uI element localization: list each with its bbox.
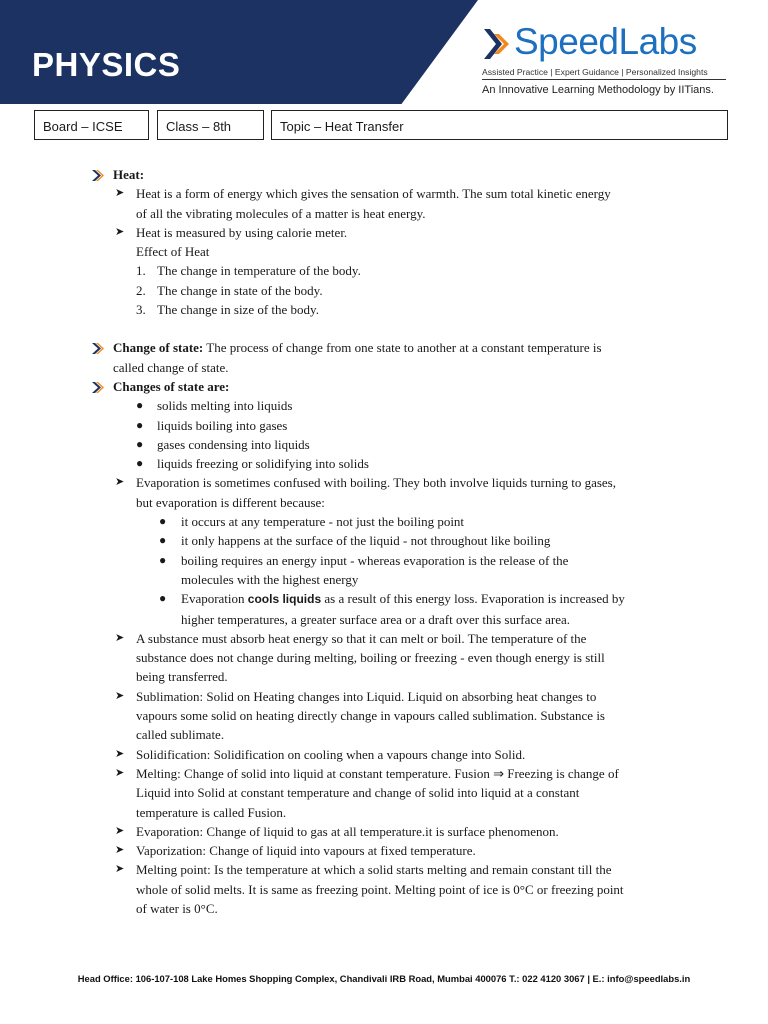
numbered-item: 3. The change in size of the body. — [136, 302, 319, 318]
list-item: ➤ Heat is a form of energy which gives the sensation of warmth. The sum total kinetic energy — [0, 184, 768, 203]
dot-bullet-icon: ● — [159, 533, 167, 548]
list-item: ➤ Sublimation: Solid on Heating changes into Liquid. Liquid on absorbing heat changes to — [0, 687, 768, 706]
bullet-item: ● it only happens at the surface of the liquid - not throughout like boiling — [0, 531, 768, 550]
bullet-item: ● liquids boiling into gases — [0, 416, 768, 435]
arrowhead-bullet-icon: ➤ — [115, 631, 125, 644]
list-item-cont: whole of solid melts. It is same as freezing point. Melting point of ice is 0°C or freezing point — [136, 881, 624, 897]
brand-name — [514, 20, 697, 64]
arrowhead-bullet-icon: ➤ — [115, 747, 125, 760]
list-item-cont: called sublimate. — [136, 727, 225, 743]
bullet-item-cont: higher temperatures, a greater surface area or a draft over this surface area. — [181, 611, 571, 627]
bullet-item-cont: molecules with the highest energy — [181, 571, 359, 587]
list-item: ➤ A substance must absorb heat energy so that it can melt or boil. The temperature of the — [0, 629, 768, 648]
brand-part-1: Speed — [514, 21, 619, 62]
numbered-item: 2. The change in state of the body. — [136, 282, 323, 298]
class-box — [157, 110, 264, 140]
bullet-item: ● gases condensing into liquids — [0, 435, 768, 454]
subject-title: PHYSICS — [32, 46, 181, 83]
list-item-cont: but evaporation is different because: — [136, 494, 325, 510]
class-label: Class – 8th — [166, 119, 232, 134]
bullet-item: ● solids melting into liquids — [0, 396, 768, 415]
arrowhead-bullet-icon: ➤ — [115, 476, 125, 489]
change-of-state-cont: called change of state. — [113, 359, 229, 375]
list-item-cont: vapours some solid on heating directly change in vapours called sublimation. Substance is — [136, 708, 605, 724]
dot-bullet-icon: ● — [159, 591, 167, 606]
arrowhead-bullet-icon: ➤ — [115, 225, 125, 238]
dot-bullet-icon: ● — [136, 398, 144, 413]
arrowhead-bullet-icon: ➤ — [115, 187, 125, 200]
brand-part-2: Labs — [618, 21, 697, 62]
orange-arrow-bullet-icon — [92, 343, 104, 354]
list-item-cont: Liquid into Solid at constant temperature and change of solid into liquid at a constant — [136, 785, 580, 801]
dot-bullet-icon: ● — [136, 456, 144, 471]
bullet-item: ● Evaporation cools liquids as a result of this energy loss. Evaporation is increased by — [0, 589, 768, 609]
bullet-item: ● liquids freezing or solidifying into solids — [0, 454, 768, 473]
dot-bullet-icon: ● — [136, 436, 144, 451]
brand-motto: An Innovative Learning Methodology by IITians. — [482, 84, 714, 96]
list-item: ➤ Heat is measured by using calorie meter. — [0, 223, 768, 242]
arrowhead-bullet-icon: ➤ — [115, 824, 125, 837]
topic-label: Topic – Heat Transfer — [280, 119, 404, 134]
numbered-item: 1. The change in temperature of the body. — [136, 263, 361, 279]
notes-content — [0, 165, 768, 918]
list-item: ➤ Evaporation is sometimes confused with boiling. They both involve liquids turning to gases, — [0, 473, 768, 492]
board-label: Board – ICSE — [43, 119, 123, 134]
list-item-cont: substance does not change during melting, boiling or freezing - even though energy is still — [136, 650, 605, 666]
bullet-item: ● it occurs at any temperature - not just the boiling point — [0, 512, 768, 531]
speedlabs-logo — [480, 20, 730, 102]
heat-heading: Heat: — [0, 165, 768, 184]
arrowhead-bullet-icon: ➤ — [115, 766, 125, 779]
orange-arrow-bullet-icon — [92, 382, 104, 393]
footer-address: Head Office: 106-107-108 Lake Homes Shopping Complex, Chandivali IRB Road, Mumbai 400076 T.: 022 4120 3067 | E.: info@speedlabs.in — [77, 973, 691, 984]
dot-bullet-icon: ● — [159, 552, 167, 567]
changes-heading: Changes of state are: — [0, 377, 768, 396]
list-item: ➤ Evaporation: Change of liquid to gas at all temperature.it is surface phenomenon. — [0, 822, 768, 841]
arrowhead-bullet-icon: ➤ — [115, 689, 125, 702]
board-box — [34, 110, 149, 140]
list-item-cont: temperature is called Fusion. — [136, 804, 287, 820]
orange-arrow-bullet-icon — [92, 170, 104, 181]
list-item-cont: of water is 0°C. — [136, 900, 218, 916]
topic-box — [271, 110, 728, 140]
list-item: ➤ Melting: Change of solid into liquid at constant temperature. Fusion ⇒ Freezing is change of — [0, 764, 768, 783]
brand-tagline: Assisted Practice | Expert Guidance | Personalized Insights — [482, 67, 726, 80]
dot-bullet-icon: ● — [159, 514, 167, 529]
dot-bullet-icon: ● — [136, 417, 144, 432]
list-item: ➤ Solidification: Solidification on cooling when a vapours change into Solid. — [0, 745, 768, 764]
arrowhead-bullet-icon: ➤ — [115, 863, 125, 876]
list-item: ➤ Melting point: Is the temperature at which a solid starts melting and remain constant till the — [0, 860, 768, 879]
list-item: ➤ Vaporization: Change of liquid into vapours at fixed temperature. — [0, 841, 768, 860]
arrowhead-bullet-icon: ➤ — [115, 844, 125, 857]
speedlabs-arrow-icon — [482, 26, 512, 62]
effect-heading: Effect of Heat — [136, 244, 210, 260]
change-of-state-para: Change of state: The process of change from one state to another at a constant temperature is — [0, 338, 768, 357]
list-item-cont: of all the vibrating molecules of a matter is heat energy. — [136, 205, 426, 221]
list-item-cont: being transferred. — [136, 669, 228, 685]
bullet-item: ● boiling requires an energy input - whereas evaporation is the release of the — [0, 551, 768, 570]
